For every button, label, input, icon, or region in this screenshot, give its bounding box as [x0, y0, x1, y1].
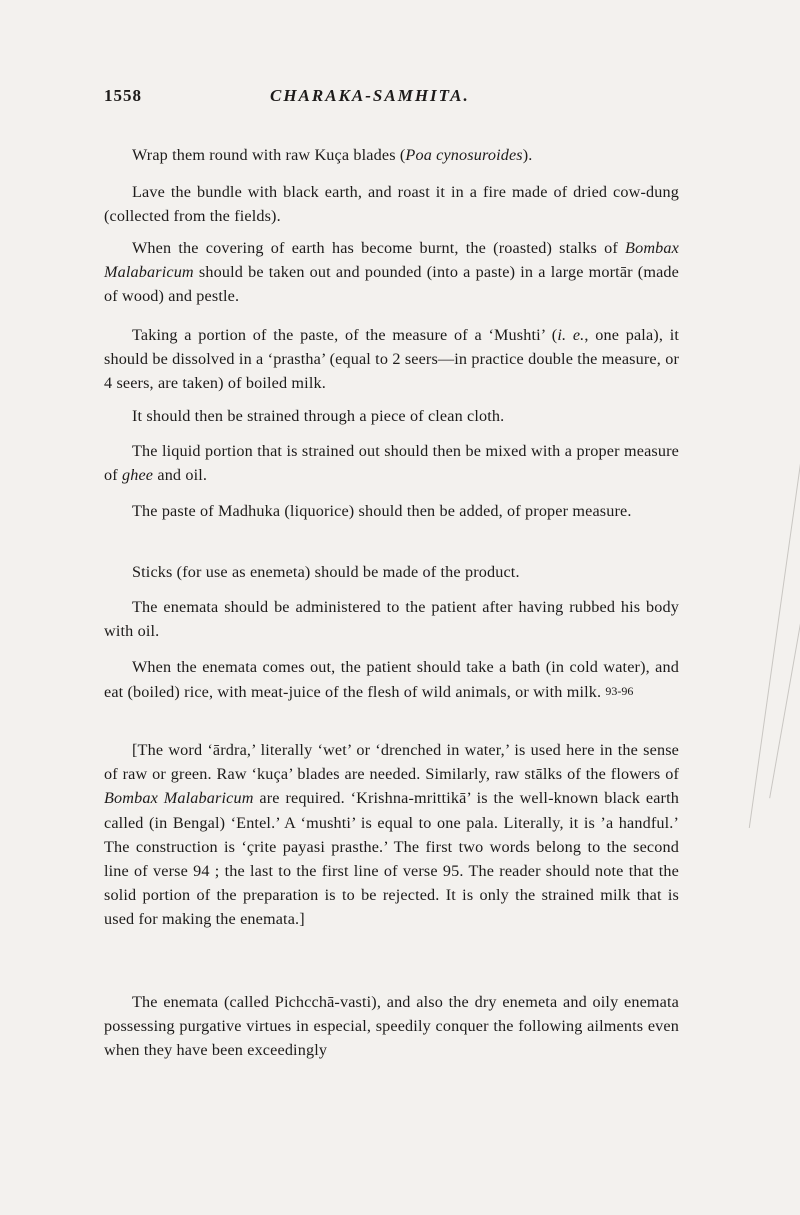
- paragraph-4-tail: , one pala), it should be dissolved in a ‘prastha’ (equal to 2 seers—in practice double the measure, or 4 seers, are taken) of boiled milk.: [104, 326, 679, 393]
- paragraph-1-italic: Poa cynosuroides: [405, 146, 523, 164]
- commentary-tail: are required. ‘Krishna-mrittikā’ is the well-known black earth called (in Bengal) ‘Entel.’ A ‘mushti’ is equal to one pala. Literally, it is ’a handful.’ The construction is ‘çrite payasi prasthe.’ The first two words belong to the second line of verse 94 ; the last to the first line of verse 95. The reader should note that the solid portion of the preparation is to be rejected. It is only the strained milk that is used for making the enemata.]: [104, 789, 679, 929]
- paragraph-4-text: Taking a portion of the paste, of the measure of a ‘Mushti’ (: [132, 326, 558, 344]
- paragraph-9: The enemata should be administered to the patient after having rubbed his body with oil.: [104, 598, 679, 641]
- paragraph-8: Sticks (for use as enemeta) should be made of the product.: [132, 563, 520, 581]
- paragraph-1: [104, 143, 679, 167]
- page-header: [104, 86, 684, 114]
- paragraph-6-text: The liquid portion that is strained out should then be mixed with a proper measure of ghee and oil.: [104, 442, 679, 485]
- commentary-text: [The word ‘ārdra,’ literally ‘wet’ or ‘drenched in water,’ is used here in the sense of raw or green. Raw ‘kuça’ blades are needed. Similarly, raw stālks of the flowers of: [104, 741, 679, 784]
- ghee-italic: ghee: [121, 466, 154, 485]
- verse-reference: 93-96: [605, 684, 634, 699]
- margin-mark: [769, 562, 800, 799]
- paragraph-1-text: Wrap them round with raw Kuça blades (: [132, 146, 406, 164]
- paragraph-1-tail: ).: [522, 146, 533, 164]
- running-title: CHARAKA-SAMHITA.: [270, 86, 470, 105]
- paragraph-7: The paste of Madhuka (liquorice) should then be added, of proper measure.: [132, 502, 632, 520]
- paragraph-4-italic: i. e.: [557, 326, 585, 344]
- paragraph-10: [104, 655, 679, 704]
- paragraph-3-italic: Bombax Malabaricum: [104, 239, 679, 282]
- commentary-paragraph: [104, 738, 679, 932]
- paragraph-5: It should then be strained through a piece of clean cloth.: [132, 407, 505, 425]
- commentary-italic: Bombax Malabaricum: [104, 789, 254, 808]
- paragraph-3: [104, 236, 679, 309]
- paragraph-4: [104, 323, 679, 396]
- paragraph-3-tail: should be taken out and pounded (into a paste) in a large mortār (made of wood) and pestle.: [104, 263, 679, 306]
- paragraph-2: Lave the bundle with black earth, and roast it in a fire made of dried cow-dung (collected from the fields).: [104, 183, 679, 226]
- page-number: 1558: [104, 86, 142, 105]
- paragraph-10-text: When the enemata comes out, the patient should take a bath (in cold water), and eat (boiled) rice, with meat-juice of the flesh of wild animals, or with milk.: [104, 658, 679, 702]
- paragraph-3-text: When the covering of earth has become burnt, the (roasted) stalks of: [132, 239, 626, 257]
- paragraph-12: The enemata (called Pichcchā-vasti), and also the dry enemeta and oily enemata possessing purgative virtues in especial, speedily conquer the following ailments even when they have been exceedingly: [104, 993, 679, 1060]
- paragraph-6: [104, 439, 679, 487]
